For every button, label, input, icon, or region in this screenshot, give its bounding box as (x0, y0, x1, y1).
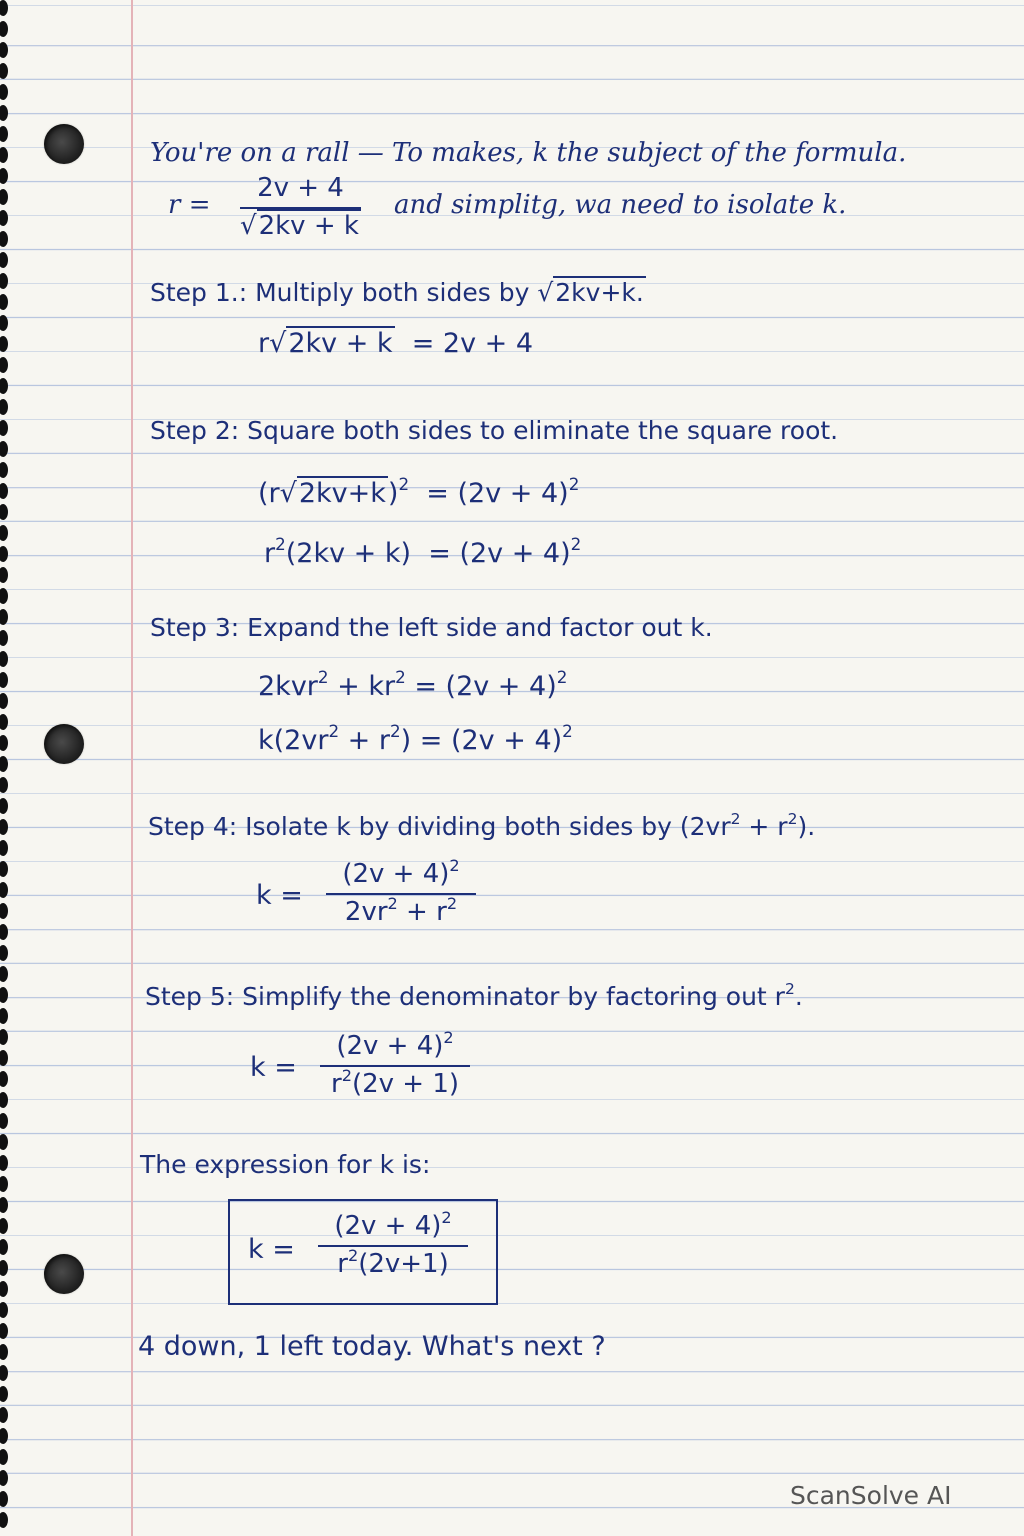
step3-equation-1: $2kvr^2 + kr^2 = (2v + 4)^2$ (258, 667, 568, 702)
step5-lhs: k = (250, 1052, 297, 1083)
margin-line (131, 0, 133, 1536)
spiral-coil (0, 63, 8, 79)
spiral-coil (0, 882, 8, 898)
spiral-coil (0, 1323, 8, 1339)
intro-formula-denominator: √2kv + k (240, 210, 359, 241)
fraction-bar (318, 1245, 468, 1247)
spiral-coil (0, 1281, 8, 1297)
spiral-coil (0, 42, 8, 58)
spiral-coil (0, 1386, 8, 1402)
spiral-coil (0, 987, 8, 1003)
spiral-coil (0, 1071, 8, 1087)
spiral-coil (0, 84, 8, 100)
spiral-coil (0, 903, 8, 919)
step1-title: Step 1.: Multiply both sides by √2kv+k. (150, 278, 644, 307)
step1-equation: r√2kv + k = 2v + 4 (258, 328, 534, 359)
spiral-coil (0, 357, 8, 373)
spiral-coil (0, 441, 8, 457)
spiral-coil (0, 1365, 8, 1381)
step4-title: Step 4: Isolate k by dividing both sides by $(2vr^2 + r^2)$. (148, 810, 816, 841)
step2-title: Step 2: Square both sides to eliminate the square root. (150, 416, 839, 445)
spiral-coil (0, 819, 8, 835)
result-lhs: k = (248, 1234, 295, 1265)
spiral-coil (0, 1008, 8, 1024)
spiral-coil (0, 378, 8, 394)
step2-equation-2: $r^2(2kv + k) = (2v + 4)^2$ (264, 534, 582, 569)
result-fraction (318, 1207, 468, 1280)
spiral-coil (0, 714, 8, 730)
step3-equation-2: $k(2vr^2 + r^2) = (2v + 4)^2$ (258, 721, 573, 756)
spiral-coil (0, 1428, 8, 1444)
spiral-coil (0, 1155, 8, 1171)
spiral-coil (0, 1344, 8, 1360)
step2-equation-1: $(r√2kv+k)^2 = (2v + 4)^2$ (258, 474, 580, 509)
spiral-coil (0, 1302, 8, 1318)
spiral-coil (0, 798, 8, 814)
spiral-coil (0, 1197, 8, 1213)
spiral-coil (0, 1176, 8, 1192)
spiral-coil (0, 756, 8, 772)
intro-formula-numerator: 2v + 4 (257, 173, 344, 203)
step5-numerator: $(2v + 4)^2$ (336, 1027, 454, 1061)
spiral-coil (0, 1218, 8, 1234)
spiral-coil (0, 1470, 8, 1486)
spiral-coil (0, 567, 8, 583)
spiral-coil (0, 1449, 8, 1465)
spiral-coil (0, 651, 8, 667)
spiral-coil (0, 420, 8, 436)
spiral-coil (0, 966, 8, 982)
spiral-coil (0, 1029, 8, 1045)
spiral-coil (0, 1134, 8, 1150)
spiral-coil (0, 315, 8, 331)
step3-title: Step 3: Expand the left side and factor out k. (150, 613, 713, 642)
step4-lhs: k = (256, 880, 303, 911)
result-numerator: $(2v + 4)^2$ (334, 1207, 452, 1241)
spiral-coil (0, 945, 8, 961)
intro-line-2: and simplitg, wa need to isolate k. (394, 190, 847, 220)
spiral-coil (0, 525, 8, 541)
spiral-coil (0, 1512, 8, 1528)
spiral-coil (0, 147, 8, 163)
spiral-coil (0, 672, 8, 688)
step5-title: Step 5: Simplify the denominator by factoring out $r^2$. (145, 980, 803, 1011)
spiral-coil (0, 504, 8, 520)
spiral-coil (0, 1260, 8, 1276)
punch-hole-middle (44, 724, 84, 764)
punch-hole-top (44, 124, 84, 164)
spiral-coil (0, 840, 8, 856)
spiral-coil (0, 546, 8, 562)
step4-denominator: $2vr^2 + r^2$ (344, 893, 458, 927)
spiral-coil (0, 1113, 8, 1129)
spiral-coil (0, 273, 8, 289)
spiral-coil (0, 1239, 8, 1255)
watermark: ScanSolve AI (790, 1481, 952, 1510)
spiral-coil (0, 483, 8, 499)
spiral-coil (0, 924, 8, 940)
spiral-coil (0, 231, 8, 247)
intro-formula-lhs: r = (168, 190, 211, 220)
spiral-coil (0, 21, 8, 37)
spiral-coil (0, 126, 8, 142)
spiral-coil (0, 336, 8, 352)
footer-note: 4 down, 1 left today. What's next ? (138, 1331, 606, 1362)
step5-fraction (320, 1027, 470, 1100)
step4-fraction (326, 855, 476, 928)
step4-numerator: $(2v + 4)^2$ (342, 855, 460, 889)
spiral-coil (0, 777, 8, 793)
spiral-coil (0, 462, 8, 478)
punch-hole-bottom (44, 1254, 84, 1294)
result-denominator: $r^2(2v+1)$ (337, 1245, 449, 1279)
spiral-coil (0, 735, 8, 751)
spiral-coil (0, 1407, 8, 1423)
spiral-coil (0, 1050, 8, 1066)
step5-denominator: $r^2(2v + 1)$ (330, 1065, 460, 1099)
spiral-coil (0, 1491, 8, 1507)
spiral-coil (0, 693, 8, 709)
spiral-coil (0, 210, 8, 226)
spiral-coil (0, 399, 8, 415)
spiral-coil (0, 168, 8, 184)
spiral-binding (0, 0, 12, 1536)
spiral-coil (0, 294, 8, 310)
spiral-coil (0, 189, 8, 205)
intro-formula-fraction (240, 174, 361, 242)
spiral-coil (0, 588, 8, 604)
spiral-coil (0, 630, 8, 646)
spiral-coil (0, 0, 8, 16)
result-title: The expression for k is: (140, 1150, 431, 1179)
spiral-coil (0, 1092, 8, 1108)
spiral-coil (0, 861, 8, 877)
spiral-coil (0, 609, 8, 625)
intro-line-1: You're on a rall — To makes, k the subject of the formula. (150, 138, 907, 168)
spiral-coil (0, 252, 8, 268)
spiral-coil (0, 105, 8, 121)
